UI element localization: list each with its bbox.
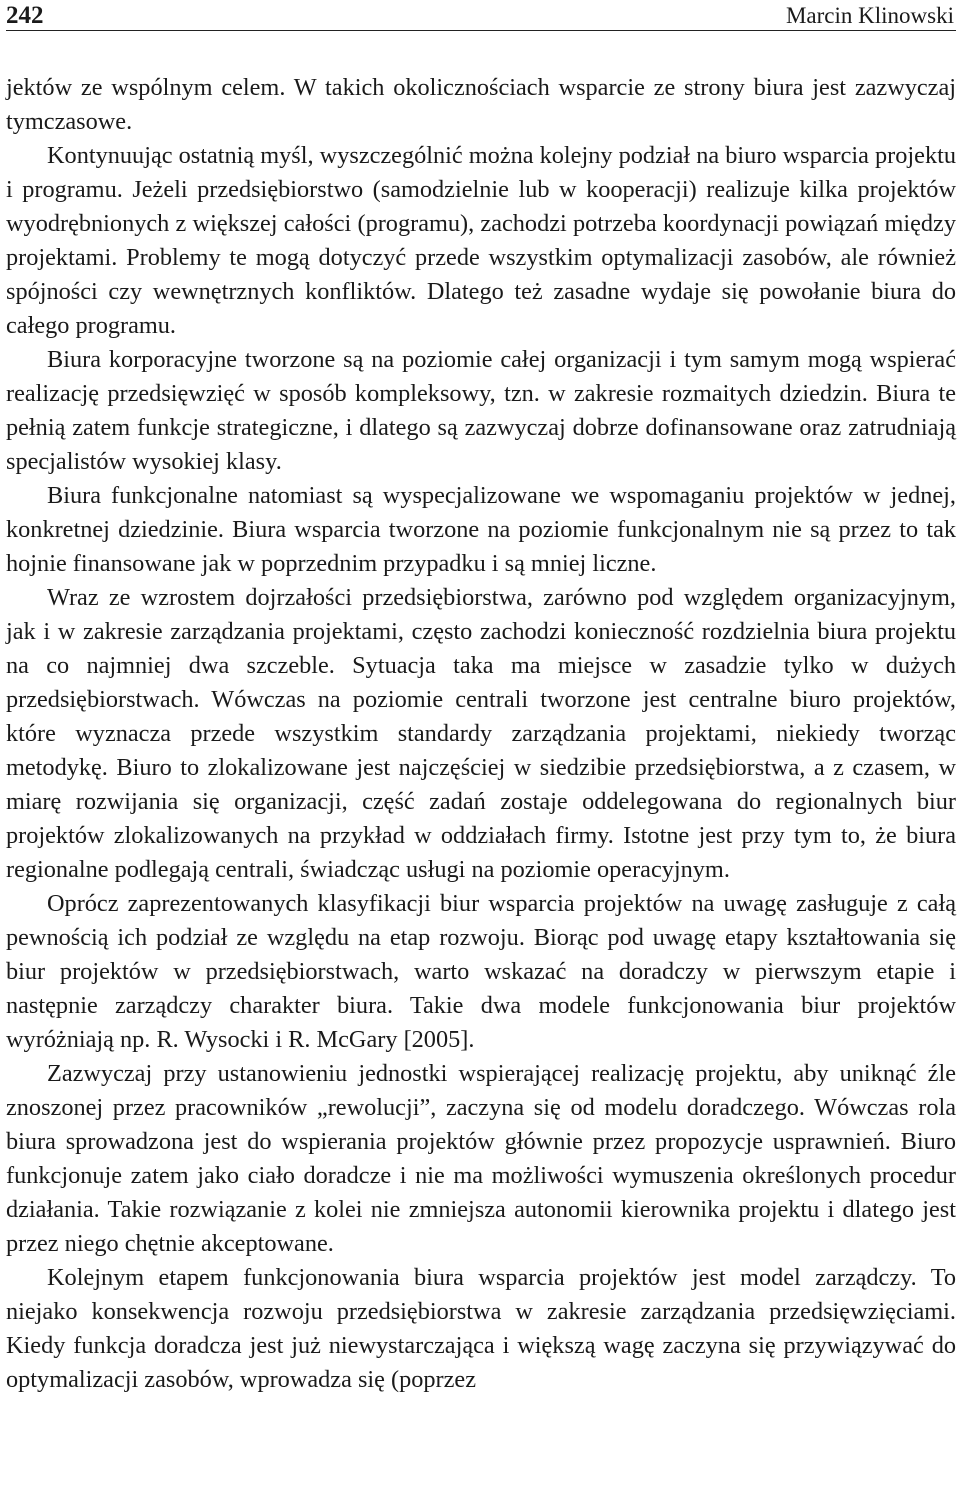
paragraph-continuation: jektów ze wspólnym celem. W takich okolicznościach wsparcie ze strony biura jest zazwyczaj tymczasowe. xyxy=(6,74,956,135)
running-head-author: Marcin Klinowski xyxy=(785,3,954,28)
paragraph: Wraz ze wzrostem dojrzałości przedsiębiorstwa, zarówno pod względem organizacyjnym, jak i w zakresie zarządzania projektami, często zachodzi konieczność rozdzielnia biura projektu na co najmniej dwa szczeble. Sytuacja taka ma miejsce w zasadzie tylko w dużych przedsiębiorstwach. Wówczas na poziomie centrali tworzone jest centralne biuro projektów, które wyznacza przede wszystkim standardy zarządzania projektami, niekiedy tworząc metodykę. Biuro to zlokalizowane jest najczęściej w siedzibie przedsiębiorstwa, a z czasem, w miarę rozwijania się organizacji, część zadań zostaje oddelegowana do regionalnych biur projektów zlokalizowanych na przykład w oddziałach firmy. Istotne jest przy tym to, że biura regionalne podlegają centrali, świadcząc usługi na poziomie operacyjnym. xyxy=(6,584,956,883)
paragraph: Kolejnym etapem funkcjonowania biura wsparcia projektów jest model zarządczy. To niejako konsekwencja rozwoju przedsiębiorstwa w zakresie zarządzania przedsięwzięciami. Kiedy funkcja doradcza jest już niewystarczająca i większą wagę zaczyna się przywiązywać do optymalizacji zasobów, wprowadza się (poprzez xyxy=(6,1264,956,1393)
paragraph: Zazwyczaj przy ustanowieniu jednostki wspierającej realizację projektu, aby uniknąć źle znoszonej przez pracowników „rewolucji”, zaczyna się od modelu doradczego. Wówczas rola biura sprowadzona jest do wspierania projektów głównie przez propozycje usprawnień. Biuro funkcjonuje zatem jako ciało doradcze i nie ma możliwości wymuszenia określonych procedur działania. Takie rozwiązanie z kolei nie zmniejsza autonomii kierownika projektu i dlatego jest przez niego chętnie akceptowane. xyxy=(6,1060,956,1257)
paragraph: Biura funkcjonalne natomiast są wyspecjalizowane we wspomaganiu projektów w jednej, konkretnej dziedzinie. Biura wsparcia tworzone na poziomie funkcjonalnym nie są przez to tak hojnie finansowane jak w poprzednim przypadku i są mniej liczne. xyxy=(6,482,956,577)
body-text xyxy=(6,71,956,1397)
page-number: 242 xyxy=(6,2,44,29)
paragraph: Kontynuując ostatnią myśl, wyszczególnić można kolejny podział na biuro wsparcia projektu i programu. Jeżeli przedsiębiorstwo (samodzielnie lub w kooperacji) realizuje kilka projektów wyodrębnionych z większej całości (programu), zachodzi potrzeba koordynacji powiązań między projektami. Problemy te mogą dotyczyć przede wszystkim optymalizacji zasobów, ale również spójności czy wewnętrznych konfliktów. Dlatego też zasadne wydaje się powołanie biura do całego programu. xyxy=(6,142,956,339)
paragraph: Oprócz zaprezentowanych klasyfikacji biur wsparcia projektów na uwagę zasługuje z całą pewnością ich podział ze względu na etap rozwoju. Biorąc pod uwagę etapy kształtowania się biur projektów w przedsiębiorstwach, warto wskazać na doradczy w pierwszym etapie i następnie zarządczy charakter biura. Takie dwa modele funkcjonowania biur projektów wyróżniają np. R. Wysocki i R. McGary [2005]. xyxy=(6,890,956,1053)
page-header xyxy=(6,0,956,31)
paragraph: Biura korporacyjne tworzone są na poziomie całej organizacji i tym samym mogą wspierać realizację przedsięwzięć w sposób kompleksowy, tzn. w zakresie rozmaitych dziedzin. Biura te pełnią zatem funkcje strategiczne, i dlatego są zazwyczaj dobrze dofinansowane oraz zatrudniają specjalistów wysokiej klasy. xyxy=(6,346,956,475)
